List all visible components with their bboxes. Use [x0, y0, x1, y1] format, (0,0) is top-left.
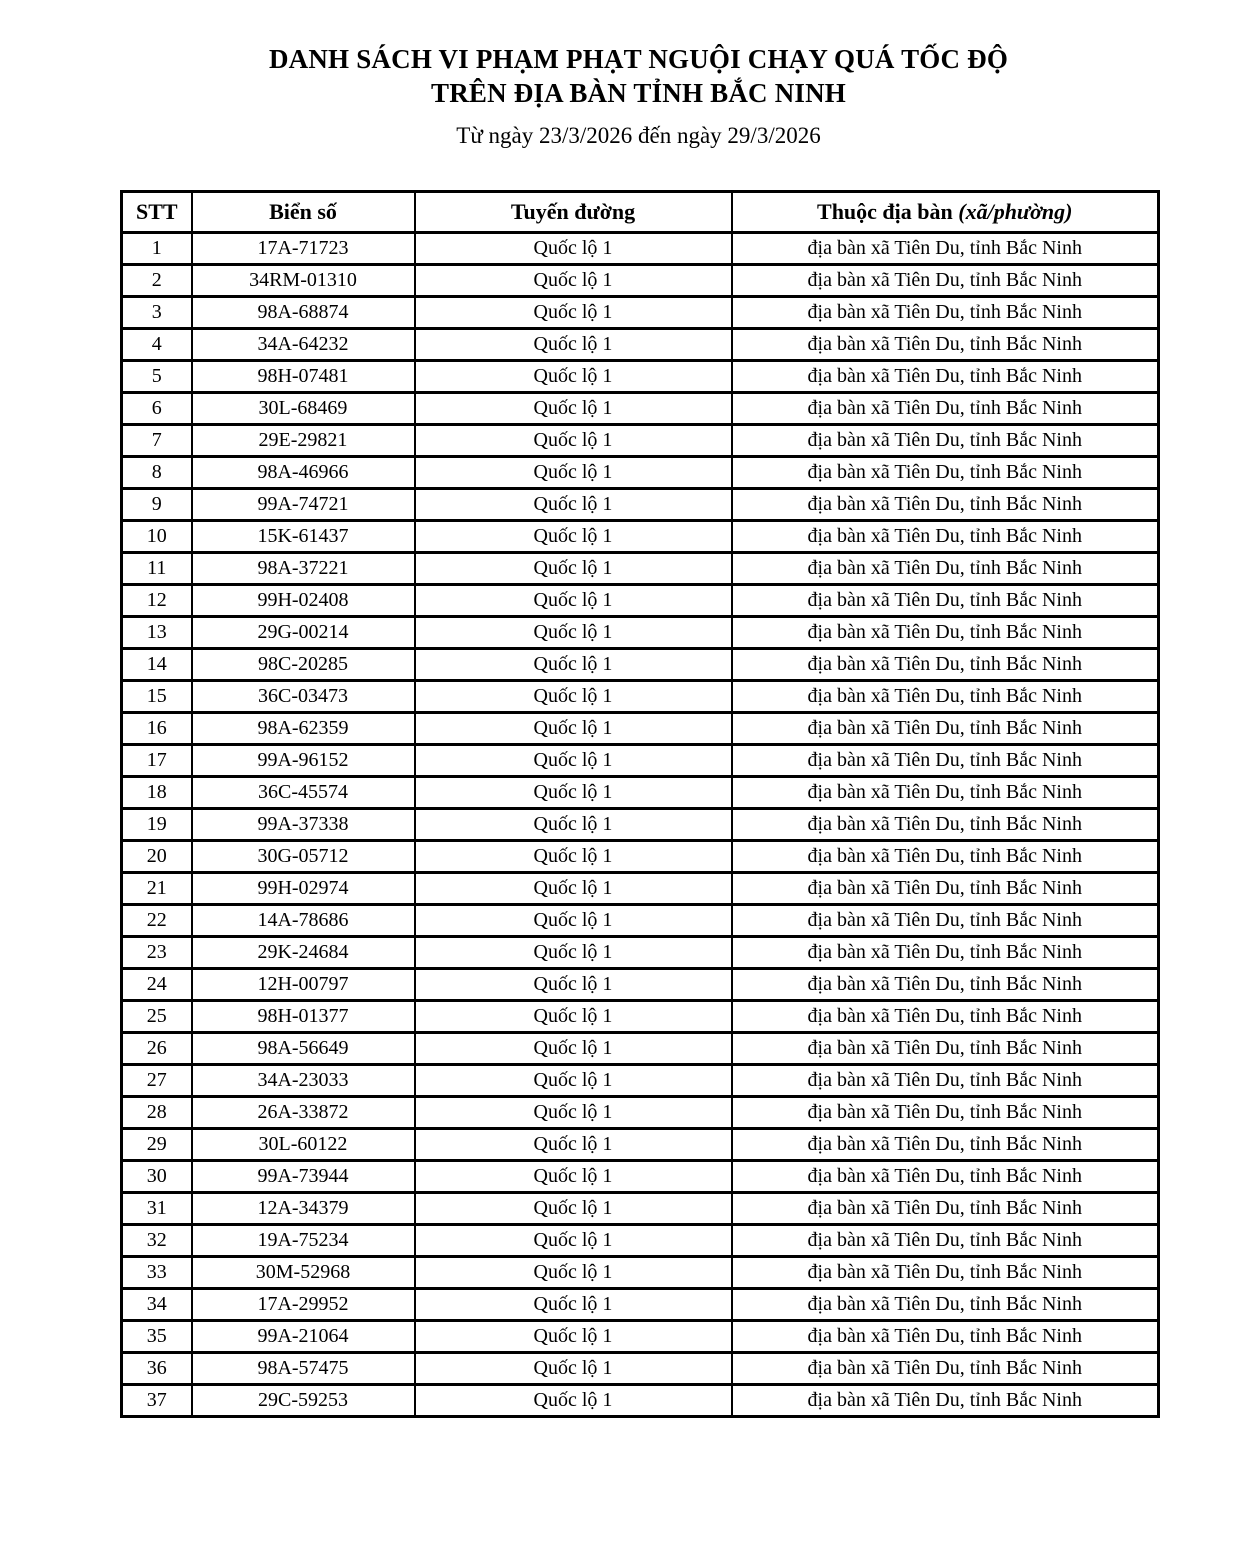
- cell-route: Quốc lộ 1: [415, 1097, 732, 1129]
- cell-stt: 22: [122, 905, 192, 937]
- cell-stt: 28: [122, 1097, 192, 1129]
- document-title-line1: DANH SÁCH VI PHẠM PHẠT NGUỘI CHẠY QUÁ TỐC ĐỘ: [268, 44, 1009, 74]
- cell-stt: 6: [122, 393, 192, 425]
- table-row: [122, 1225, 1159, 1257]
- cell-plate: 34A-64232: [192, 329, 415, 361]
- cell-stt: 11: [122, 553, 192, 585]
- cell-area: địa bàn xã Tiên Du, tỉnh Bắc Ninh: [732, 393, 1159, 425]
- cell-stt: 24: [122, 969, 192, 1001]
- cell-route: Quốc lộ 1: [415, 457, 732, 489]
- table-row: [122, 681, 1159, 713]
- table-row: [122, 1257, 1159, 1289]
- table-row: [122, 809, 1159, 841]
- cell-area: địa bàn xã Tiên Du, tỉnh Bắc Ninh: [732, 1385, 1159, 1417]
- date-range: Từ ngày 23/3/2026 đến ngày 29/3/2026: [456, 123, 821, 148]
- cell-route: Quốc lộ 1: [415, 873, 732, 905]
- cell-area: địa bàn xã Tiên Du, tỉnh Bắc Ninh: [732, 1225, 1159, 1257]
- cell-route: Quốc lộ 1: [415, 777, 732, 809]
- cell-stt: 33: [122, 1257, 192, 1289]
- cell-stt: 10: [122, 521, 192, 553]
- cell-plate: 14A-78686: [192, 905, 415, 937]
- cell-plate: 99A-96152: [192, 745, 415, 777]
- cell-stt: 32: [122, 1225, 192, 1257]
- cell-area: địa bàn xã Tiên Du, tỉnh Bắc Ninh: [732, 777, 1159, 809]
- table-row: [122, 1161, 1159, 1193]
- cell-stt: 31: [122, 1193, 192, 1225]
- cell-area: địa bàn xã Tiên Du, tỉnh Bắc Ninh: [732, 1033, 1159, 1065]
- table-row: [122, 553, 1159, 585]
- cell-plate: 99A-37338: [192, 809, 415, 841]
- table-row: [122, 713, 1159, 745]
- table-row: [122, 1193, 1159, 1225]
- cell-stt: 12: [122, 585, 192, 617]
- cell-plate: 26A-33872: [192, 1097, 415, 1129]
- cell-area: địa bàn xã Tiên Du, tỉnh Bắc Ninh: [732, 713, 1159, 745]
- cell-route: Quốc lộ 1: [415, 1225, 732, 1257]
- cell-area: địa bàn xã Tiên Du, tỉnh Bắc Ninh: [732, 489, 1159, 521]
- cell-plate: 99A-73944: [192, 1161, 415, 1193]
- cell-route: Quốc lộ 1: [415, 681, 732, 713]
- cell-stt: 36: [122, 1353, 192, 1385]
- table-row: [122, 425, 1159, 457]
- cell-route: Quốc lộ 1: [415, 1033, 732, 1065]
- cell-route: Quốc lộ 1: [415, 841, 732, 873]
- cell-plate: 36C-45574: [192, 777, 415, 809]
- cell-stt: 16: [122, 713, 192, 745]
- table-body: [122, 233, 1159, 1417]
- cell-plate: 98C-20285: [192, 649, 415, 681]
- cell-plate: 98A-46966: [192, 457, 415, 489]
- cell-area: địa bàn xã Tiên Du, tỉnh Bắc Ninh: [732, 745, 1159, 777]
- cell-area: địa bàn xã Tiên Du, tỉnh Bắc Ninh: [732, 649, 1159, 681]
- cell-area: địa bàn xã Tiên Du, tỉnh Bắc Ninh: [732, 1321, 1159, 1353]
- cell-plate: 15K-61437: [192, 521, 415, 553]
- cell-plate: 17A-29952: [192, 1289, 415, 1321]
- cell-area: địa bàn xã Tiên Du, tỉnh Bắc Ninh: [732, 1129, 1159, 1161]
- cell-route: Quốc lộ 1: [415, 585, 732, 617]
- cell-stt: 2: [122, 265, 192, 297]
- cell-area: địa bàn xã Tiên Du, tỉnh Bắc Ninh: [732, 1257, 1159, 1289]
- cell-route: Quốc lộ 1: [415, 1289, 732, 1321]
- cell-plate: 98A-37221: [192, 553, 415, 585]
- cell-stt: 7: [122, 425, 192, 457]
- cell-route: Quốc lộ 1: [415, 1353, 732, 1385]
- cell-plate: 99H-02408: [192, 585, 415, 617]
- cell-stt: 3: [122, 297, 192, 329]
- cell-stt: 26: [122, 1033, 192, 1065]
- table-row: [122, 1321, 1159, 1353]
- table-row: [122, 393, 1159, 425]
- table-row: [122, 233, 1159, 265]
- cell-area: địa bàn xã Tiên Du, tỉnh Bắc Ninh: [732, 585, 1159, 617]
- table-row: [122, 1097, 1159, 1129]
- cell-area: địa bàn xã Tiên Du, tỉnh Bắc Ninh: [732, 809, 1159, 841]
- cell-stt: 21: [122, 873, 192, 905]
- cell-stt: 37: [122, 1385, 192, 1417]
- cell-plate: 30L-68469: [192, 393, 415, 425]
- cell-route: Quốc lộ 1: [415, 745, 732, 777]
- table-row: [122, 617, 1159, 649]
- cell-area: địa bàn xã Tiên Du, tỉnh Bắc Ninh: [732, 873, 1159, 905]
- cell-route: Quốc lộ 1: [415, 1129, 732, 1161]
- cell-area: địa bàn xã Tiên Du, tỉnh Bắc Ninh: [732, 1097, 1159, 1129]
- violations-table: [120, 190, 1160, 1418]
- col-header-area: [732, 192, 1159, 233]
- col-header-route: Tuyến đường: [415, 192, 732, 233]
- cell-stt: 19: [122, 809, 192, 841]
- cell-route: Quốc lộ 1: [415, 1161, 732, 1193]
- cell-route: Quốc lộ 1: [415, 1257, 732, 1289]
- table-row: [122, 905, 1159, 937]
- table-row: [122, 297, 1159, 329]
- cell-stt: 29: [122, 1129, 192, 1161]
- cell-plate: 99A-74721: [192, 489, 415, 521]
- col-header-plate: Biển số: [192, 192, 415, 233]
- cell-plate: 98A-68874: [192, 297, 415, 329]
- cell-route: Quốc lộ 1: [415, 937, 732, 969]
- cell-stt: 25: [122, 1001, 192, 1033]
- cell-stt: 15: [122, 681, 192, 713]
- table-row: [122, 521, 1159, 553]
- cell-plate: 12H-00797: [192, 969, 415, 1001]
- cell-plate: 29K-24684: [192, 937, 415, 969]
- table-row: [122, 489, 1159, 521]
- cell-plate: 29E-29821: [192, 425, 415, 457]
- cell-plate: 98A-62359: [192, 713, 415, 745]
- cell-route: Quốc lộ 1: [415, 969, 732, 1001]
- cell-route: Quốc lộ 1: [415, 649, 732, 681]
- cell-route: Quốc lộ 1: [415, 809, 732, 841]
- header-row: [122, 192, 1159, 233]
- cell-plate: 12A-34379: [192, 1193, 415, 1225]
- cell-stt: 18: [122, 777, 192, 809]
- cell-stt: 35: [122, 1321, 192, 1353]
- cell-area: địa bàn xã Tiên Du, tỉnh Bắc Ninh: [732, 937, 1159, 969]
- table-row: [122, 777, 1159, 809]
- cell-route: Quốc lộ 1: [415, 1001, 732, 1033]
- cell-area: địa bàn xã Tiên Du, tỉnh Bắc Ninh: [732, 969, 1159, 1001]
- cell-stt: 17: [122, 745, 192, 777]
- cell-plate: 34A-23033: [192, 1065, 415, 1097]
- cell-stt: 5: [122, 361, 192, 393]
- cell-route: Quốc lộ 1: [415, 1065, 732, 1097]
- cell-area: địa bàn xã Tiên Du, tỉnh Bắc Ninh: [732, 1161, 1159, 1193]
- cell-route: Quốc lộ 1: [415, 361, 732, 393]
- table-row: [122, 1353, 1159, 1385]
- cell-plate: 99H-02974: [192, 873, 415, 905]
- cell-stt: 14: [122, 649, 192, 681]
- cell-route: Quốc lộ 1: [415, 425, 732, 457]
- cell-stt: 9: [122, 489, 192, 521]
- cell-route: Quốc lộ 1: [415, 233, 732, 265]
- cell-plate: 29C-59253: [192, 1385, 415, 1417]
- cell-stt: 13: [122, 617, 192, 649]
- cell-plate: 99A-21064: [192, 1321, 415, 1353]
- table-row: [122, 585, 1159, 617]
- cell-area: địa bàn xã Tiên Du, tỉnh Bắc Ninh: [732, 1065, 1159, 1097]
- cell-route: Quốc lộ 1: [415, 489, 732, 521]
- cell-area: địa bàn xã Tiên Du, tỉnh Bắc Ninh: [732, 841, 1159, 873]
- cell-plate: 30M-52968: [192, 1257, 415, 1289]
- cell-route: Quốc lộ 1: [415, 553, 732, 585]
- cell-area: địa bàn xã Tiên Du, tỉnh Bắc Ninh: [732, 1001, 1159, 1033]
- cell-area: địa bàn xã Tiên Du, tỉnh Bắc Ninh: [732, 233, 1159, 265]
- table-row: [122, 1289, 1159, 1321]
- cell-area: địa bàn xã Tiên Du, tỉnh Bắc Ninh: [732, 521, 1159, 553]
- col-header-area-label: Thuộc địa bàn: [817, 199, 953, 224]
- cell-area: địa bàn xã Tiên Du, tỉnh Bắc Ninh: [732, 553, 1159, 585]
- table-row: [122, 329, 1159, 361]
- cell-area: địa bàn xã Tiên Du, tỉnh Bắc Ninh: [732, 1193, 1159, 1225]
- cell-route: Quốc lộ 1: [415, 1321, 732, 1353]
- cell-route: Quốc lộ 1: [415, 393, 732, 425]
- cell-route: Quốc lộ 1: [415, 617, 732, 649]
- col-header-area-note: (xã/phường): [958, 199, 1073, 224]
- cell-route: Quốc lộ 1: [415, 1193, 732, 1225]
- cell-route: Quốc lộ 1: [415, 905, 732, 937]
- cell-route: Quốc lộ 1: [415, 713, 732, 745]
- col-header-stt: STT: [122, 192, 192, 233]
- cell-stt: 27: [122, 1065, 192, 1097]
- cell-stt: 30: [122, 1161, 192, 1193]
- cell-area: địa bàn xã Tiên Du, tỉnh Bắc Ninh: [732, 329, 1159, 361]
- cell-plate: 34RM-01310: [192, 265, 415, 297]
- cell-plate: 19A-75234: [192, 1225, 415, 1257]
- cell-route: Quốc lộ 1: [415, 1385, 732, 1417]
- table-row: [122, 1385, 1159, 1417]
- cell-plate: 29G-00214: [192, 617, 415, 649]
- cell-area: địa bàn xã Tiên Du, tỉnh Bắc Ninh: [732, 361, 1159, 393]
- cell-area: địa bàn xã Tiên Du, tỉnh Bắc Ninh: [732, 617, 1159, 649]
- cell-stt: 34: [122, 1289, 192, 1321]
- cell-plate: 98H-07481: [192, 361, 415, 393]
- cell-area: địa bàn xã Tiên Du, tỉnh Bắc Ninh: [732, 425, 1159, 457]
- table-row: [122, 937, 1159, 969]
- document-page: [120, 0, 1157, 1418]
- cell-plate: 98A-56649: [192, 1033, 415, 1065]
- cell-route: Quốc lộ 1: [415, 329, 732, 361]
- cell-plate: 98A-57475: [192, 1353, 415, 1385]
- cell-stt: 23: [122, 937, 192, 969]
- table-row: [122, 1065, 1159, 1097]
- cell-route: Quốc lộ 1: [415, 297, 732, 329]
- table-row: [122, 361, 1159, 393]
- cell-route: Quốc lộ 1: [415, 521, 732, 553]
- cell-stt: 8: [122, 457, 192, 489]
- cell-area: địa bàn xã Tiên Du, tỉnh Bắc Ninh: [732, 457, 1159, 489]
- cell-area: địa bàn xã Tiên Du, tỉnh Bắc Ninh: [732, 297, 1159, 329]
- cell-area: địa bàn xã Tiên Du, tỉnh Bắc Ninh: [732, 681, 1159, 713]
- cell-plate: 36C-03473: [192, 681, 415, 713]
- table-row: [122, 841, 1159, 873]
- cell-plate: 30L-60122: [192, 1129, 415, 1161]
- table-row: [122, 873, 1159, 905]
- cell-plate: 17A-71723: [192, 233, 415, 265]
- cell-stt: 1: [122, 233, 192, 265]
- table-row: [122, 1033, 1159, 1065]
- table-row: [122, 265, 1159, 297]
- cell-stt: 4: [122, 329, 192, 361]
- table-row: [122, 969, 1159, 1001]
- table-row: [122, 1129, 1159, 1161]
- cell-stt: 20: [122, 841, 192, 873]
- cell-route: Quốc lộ 1: [415, 265, 732, 297]
- cell-plate: 98H-01377: [192, 1001, 415, 1033]
- table-row: [122, 457, 1159, 489]
- cell-area: địa bàn xã Tiên Du, tỉnh Bắc Ninh: [732, 905, 1159, 937]
- cell-area: địa bàn xã Tiên Du, tỉnh Bắc Ninh: [732, 1353, 1159, 1385]
- cell-plate: 30G-05712: [192, 841, 415, 873]
- cell-area: địa bàn xã Tiên Du, tỉnh Bắc Ninh: [732, 1289, 1159, 1321]
- document-title-line2: TRÊN ĐỊA BÀN TỈNH BẮC NINH: [430, 78, 847, 108]
- table-row: [122, 1001, 1159, 1033]
- table-row: [122, 649, 1159, 681]
- table-head: [122, 192, 1159, 233]
- cell-area: địa bàn xã Tiên Du, tỉnh Bắc Ninh: [732, 265, 1159, 297]
- table-row: [122, 745, 1159, 777]
